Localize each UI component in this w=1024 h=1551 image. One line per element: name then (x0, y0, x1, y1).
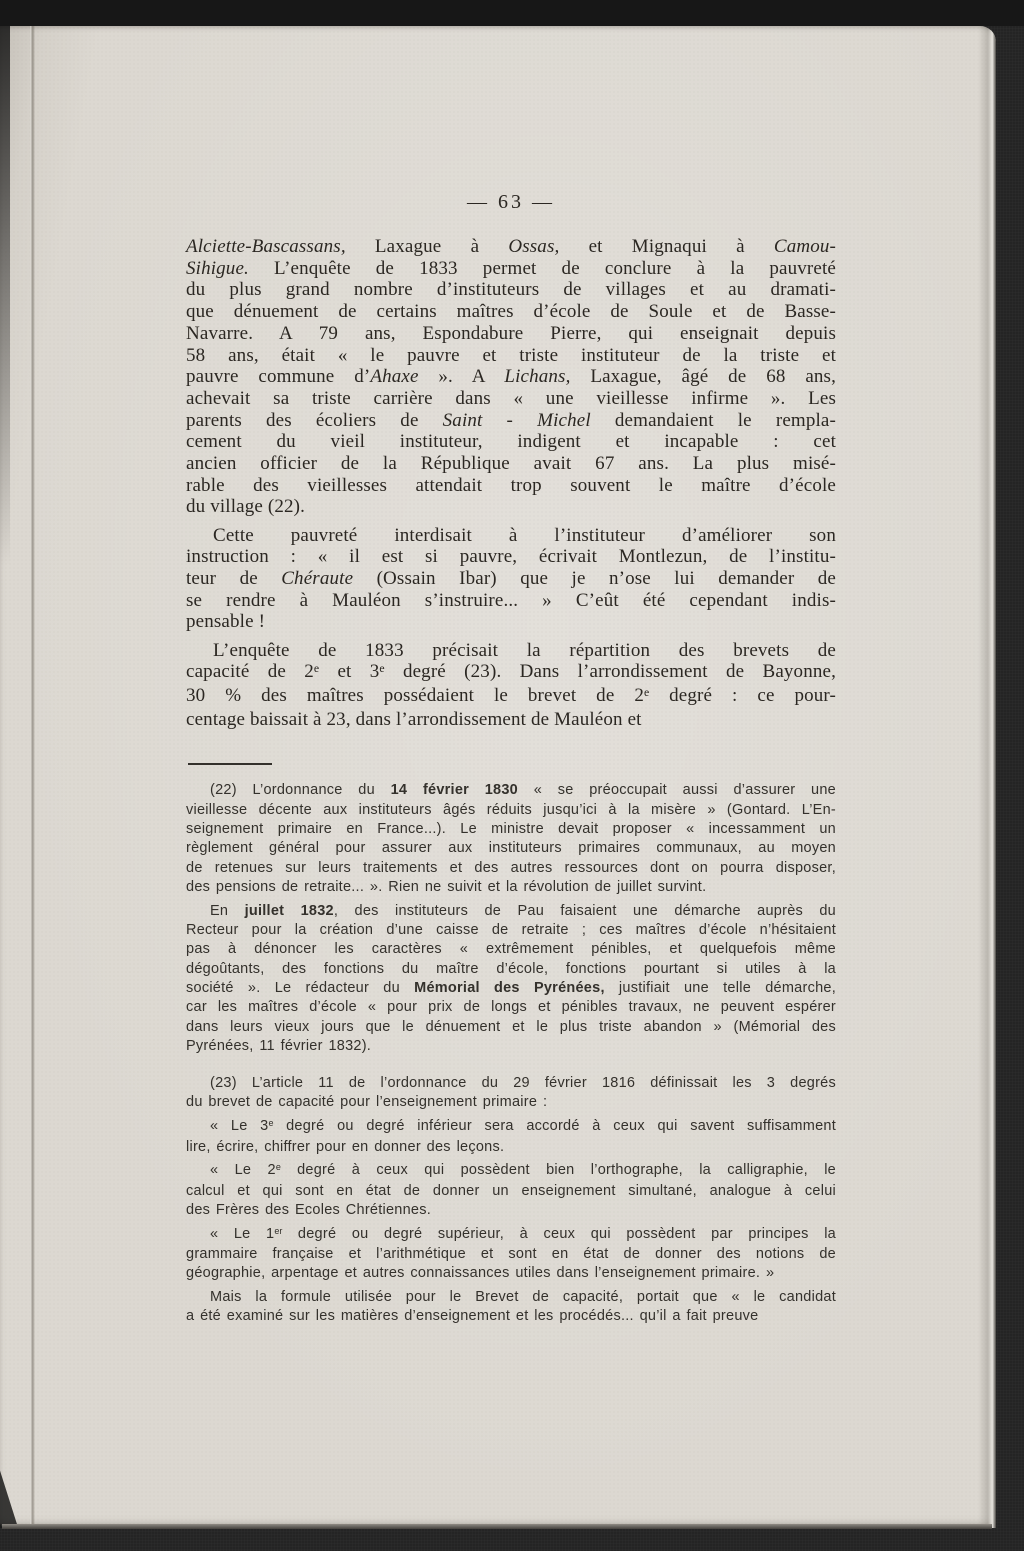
text-segment: rable des vieillesses attendait trop souvent le maître d’école (186, 474, 836, 496)
text-segment: dans leurs vieux jours que le dénuement et le plus triste abandon » (Mémorial des (186, 1018, 836, 1035)
paragraph (186, 1117, 836, 1157)
text-segment: a été examiné sur les matières d’enseignement et les procédés... qu’il a fait preuve (186, 1308, 759, 1325)
paragraph (186, 640, 836, 731)
text-segment: Ossas, (508, 236, 560, 257)
text-line (186, 801, 836, 820)
text-segment: centage baissait à 23, dans l’arrondissement de Mauléon et (186, 708, 642, 730)
text-segment: seignement primaire en France...). Le ministre devait proposer « incessamment un (186, 821, 836, 838)
paragraph (186, 781, 836, 897)
text-segment: e (313, 662, 320, 676)
text-segment: société ». Le rédacteur du (186, 979, 415, 996)
text-segment: L’enquête de 1833 précisait la répartition des brevets de (213, 639, 836, 661)
text-segment: Chéraute (281, 568, 354, 590)
text-line (186, 236, 836, 258)
text-line (186, 366, 836, 388)
text-line (186, 1245, 836, 1264)
text-line (186, 611, 836, 633)
text-segment: 14 février 1830 (390, 782, 518, 799)
text-segment: ancien officier de la République avait 67 ans. La plus misé- (186, 453, 836, 475)
text-segment: Mais la formule utilisée pour le Brevet de capacité, portait que « le candidat (210, 1289, 836, 1306)
text-segment: se rendre à Mauléon s’instruire... » C’eût été cependant indis- (186, 589, 836, 611)
paragraph (186, 525, 836, 634)
text-segment: Ahaxe (370, 366, 419, 388)
paragraph (186, 902, 836, 1056)
book-page (0, 26, 996, 1528)
paragraph (186, 236, 836, 518)
text-segment: Alciette-Bascassans, (186, 236, 346, 257)
text-segment: géographie, arpentage et autres connaissances utiles dans l’enseignement primaire. » (186, 1265, 775, 1282)
text-segment: degré (23). Dans l’arrondissement de Bayonne, (384, 661, 836, 683)
text-line (186, 839, 836, 858)
text-segment: degré à ceux qui possèdent bien l’orthographe, la calligraphie, le (280, 1162, 836, 1179)
text-segment: (Ossain Ibar) que je n’ose lui demander de (353, 568, 836, 590)
text-line (186, 1288, 836, 1307)
text-segment: lire, écrire, chiffrer pour en donner des leçons. (186, 1138, 505, 1155)
text-segment: « Le 3 (210, 1118, 269, 1135)
paragraph (186, 1161, 836, 1220)
text-line (186, 1074, 836, 1093)
footnote-separator-rule (188, 763, 272, 765)
footnotes (186, 781, 836, 1326)
text-segment: degré ou degré supérieur, à ceux qui possèdent par principes la (282, 1225, 836, 1242)
text-segment: juillet 1832 (244, 902, 334, 919)
text-segment: (23) L’article 11 de l’ordonnance du 29 février 1816 définissait les 3 degrés (210, 1075, 836, 1092)
text-segment: instruction : « il est si pauvre, écrivait Montlezun, de l’institu- (186, 546, 836, 568)
text-segment: Laxague, âgé de 68 ans, (570, 366, 836, 388)
text-segment: du village (22). (186, 496, 306, 518)
footnote (186, 1074, 836, 1327)
text-segment: « Le 2 (210, 1162, 276, 1179)
text-line (186, 998, 836, 1017)
page-gutter-crease (30, 26, 35, 1528)
text-line (186, 410, 836, 432)
text-line (186, 709, 836, 731)
scan-edge-top (0, 0, 1024, 26)
text-column (186, 190, 836, 1327)
text-line (186, 940, 836, 959)
text-segment: vieillesse décente aux instituteurs âgés réduits jusqu’ici à la misère » (Gontard. L’En- (186, 801, 836, 818)
text-segment: grammaire française et l’arithmétique et sont en état de donner des notions de (186, 1246, 836, 1262)
text-segment: teur de (186, 568, 282, 590)
text-segment: et Mignaqui à (559, 236, 774, 257)
text-segment: du brevet de capacité pour l’enseignement primaire : (186, 1094, 548, 1111)
text-line (186, 1161, 836, 1181)
text-segment: justifiait une telle démarche, (604, 979, 836, 996)
text-segment: e (644, 685, 650, 699)
text-segment: e (379, 662, 385, 676)
text-segment: (22) L’ordonnance du (210, 782, 391, 799)
text-segment: degré ou degré inférieur sera accordé à ceux qui savent suffisamment (273, 1118, 836, 1135)
text-line (186, 1201, 836, 1220)
gutter-shadow-bottom-left (0, 1458, 26, 1528)
text-line (186, 1182, 836, 1201)
text-segment: de retenues sur leurs traitements et des autres ressources dont on pourra disposer, (186, 859, 836, 876)
text-line (186, 546, 836, 568)
text-line (186, 960, 836, 979)
text-segment: L’enquête de 1833 permet de conclure à la pauvreté (248, 257, 836, 279)
gutter-shadow-top-left (0, 26, 10, 566)
text-segment: 30 % des maîtres possédaient le brevet de 2 (186, 685, 644, 707)
text-segment: car les maîtres d’école « pour prix de longs et pénibles travaux, ne peuvent espérer (186, 999, 836, 1016)
paragraph (186, 1288, 836, 1327)
text-segment: règlement général pour assurer aux instituteurs primaires communaux, au moyen (186, 840, 836, 857)
text-line (186, 388, 836, 410)
text-line (186, 921, 836, 940)
text-segment: capacité de 2 (186, 661, 314, 683)
text-line (186, 979, 836, 998)
text-line (186, 1117, 836, 1137)
text-segment: parents des écoliers de (186, 409, 443, 431)
text-line (186, 323, 836, 345)
text-line (186, 1307, 836, 1326)
paragraph (186, 1074, 836, 1113)
text-segment: achevait sa triste carrière dans « une vieillesse infirme ». Les (186, 387, 836, 409)
text-line (186, 301, 836, 323)
text-line (186, 453, 836, 475)
text-segment: pensable ! (186, 611, 266, 633)
text-segment: Camou- (773, 236, 836, 257)
text-line (186, 431, 836, 453)
text-line (186, 568, 836, 590)
text-segment: ». A (418, 366, 505, 388)
text-line (186, 685, 836, 709)
text-segment: Recteur pour la création d’une caisse de retraite ; ces maîtres d’école n’hésitaient (186, 922, 836, 939)
text-segment: , des instituteurs de Pau faisaient une démarche auprès du (333, 902, 836, 919)
text-segment: Sihigue. (186, 257, 249, 279)
text-segment: Mémorial des Pyrénées, (414, 979, 605, 996)
text-line (186, 820, 836, 839)
text-segment: que dénuement de certains maîtres d’école de Soule et de Basse- (186, 301, 836, 323)
text-line (186, 878, 836, 897)
text-segment: Saint - Michel (442, 409, 591, 431)
text-line (186, 661, 836, 685)
text-segment: Pyrénées, 11 février 1832). (186, 1037, 372, 1054)
text-line (186, 1264, 836, 1283)
text-segment: pas à dénoncer les caractères « extrêmement pénibles, et quelquefois même (186, 941, 836, 958)
text-segment: du plus grand nombre d’instituteurs de villages et au dramati- (186, 279, 836, 301)
text-line (186, 859, 836, 878)
text-line (186, 1225, 836, 1245)
text-segment: des Frères des Ecoles Chrétiennes. (186, 1201, 431, 1218)
text-segment: cement du vieil instituteur, indigent et incapable : cet (186, 431, 836, 453)
text-segment: Navarre. A 79 ans, Espondabure Pierre, qui enseignait depuis (186, 322, 836, 344)
footnote (186, 781, 836, 1056)
text-line (186, 590, 836, 612)
text-segment: calcul et qui sont en état de donner un enseignement simultané, analogue à celui (186, 1182, 836, 1199)
text-segment: Cette pauvreté interdisait à l’instituteur d’améliorer son (213, 524, 836, 546)
text-segment: Laxague à (345, 236, 509, 257)
text-segment: des pensions de retraite... ». Rien ne suivit et la révolution de juillet survint. (186, 878, 707, 895)
text-line (186, 1138, 836, 1157)
text-line (186, 1018, 836, 1037)
body-text (186, 236, 836, 730)
text-segment: 58 ans, était « le pauvre et triste instituteur de la triste et (186, 344, 836, 366)
page-number: — 63 — (467, 191, 555, 213)
text-line (186, 258, 836, 280)
text-line (186, 781, 836, 800)
text-segment: e (268, 1118, 274, 1129)
text-segment: et 3 (319, 661, 380, 683)
text-line (186, 279, 836, 301)
text-line (186, 475, 836, 497)
text-line (186, 496, 836, 518)
text-segment: « Le 1 (210, 1225, 275, 1242)
text-line (186, 902, 836, 921)
text-segment: demandaient le rempla- (590, 409, 836, 431)
text-segment: degré : ce pour- (649, 685, 836, 707)
text-line (186, 1093, 836, 1112)
text-segment: dégoûtants, des fonctions du maître d’école, fonctions pourtant si utiles à la (186, 960, 836, 977)
text-segment: e (275, 1162, 281, 1173)
text-segment: « se préoccupait aussi d’assurer une (518, 782, 836, 799)
text-line (186, 345, 836, 367)
text-segment: Lichans, (504, 366, 571, 388)
text-segment: er (274, 1225, 283, 1236)
text-line (186, 525, 836, 547)
paragraph (186, 1225, 836, 1284)
text-line (186, 640, 836, 662)
text-line (186, 1037, 836, 1056)
text-segment: pauvre commune d’ (186, 366, 371, 388)
text-segment: En (210, 902, 245, 919)
